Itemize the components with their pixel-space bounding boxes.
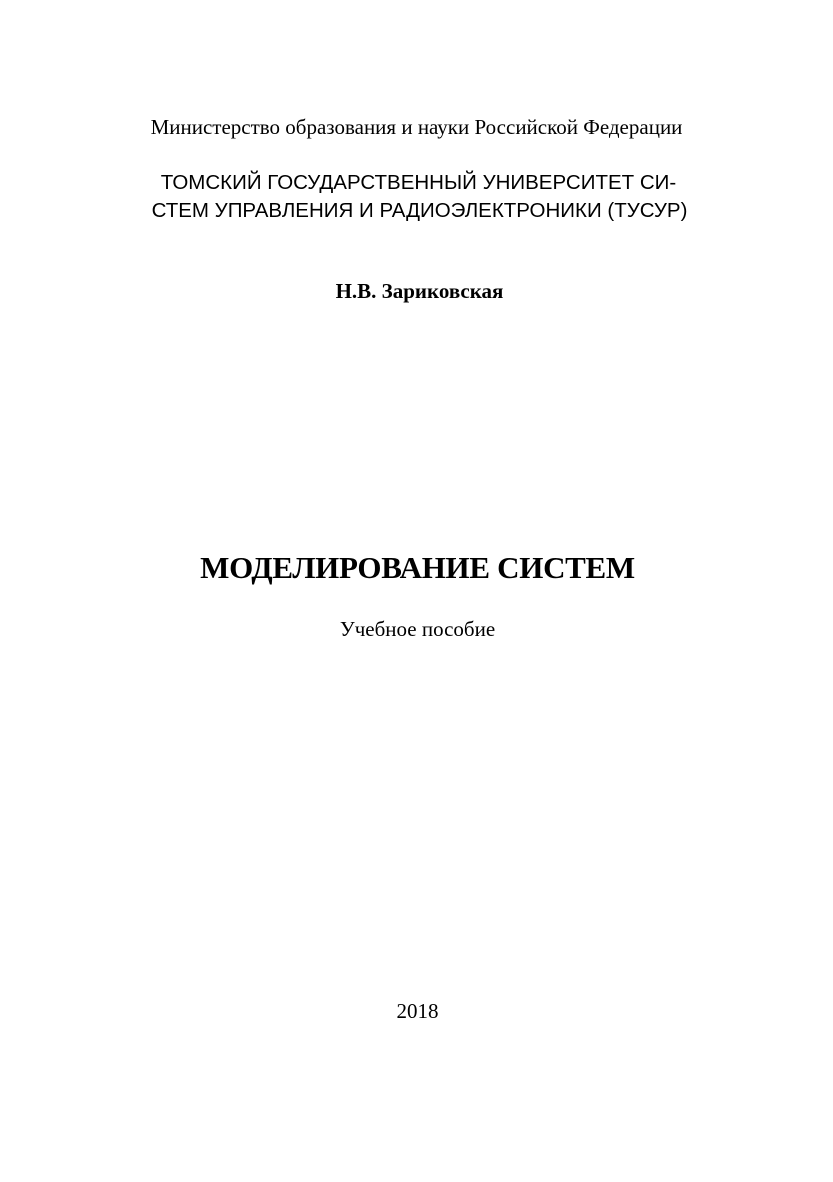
university-name-line-2: СТЕМ УПРАВЛЕНИЯ И РАДИОЭЛЕКТРОНИКИ (ТУСУР) (151, 199, 688, 222)
university-name-line-1: ТОМСКИЙ ГОСУДАРСТВЕННЫЙ УНИВЕРСИТЕТ СИ- (160, 171, 677, 194)
publication-year: 2018 (396, 999, 439, 1023)
ministry-name: Министерство образования и науки Российской Федерации (150, 115, 683, 139)
author-name: Н.В. Зариковская (335, 279, 504, 303)
document-subtitle: Учебное пособие (339, 617, 496, 641)
document-title: МОДЕЛИРОВАНИЕ СИСТЕМ (200, 550, 635, 585)
